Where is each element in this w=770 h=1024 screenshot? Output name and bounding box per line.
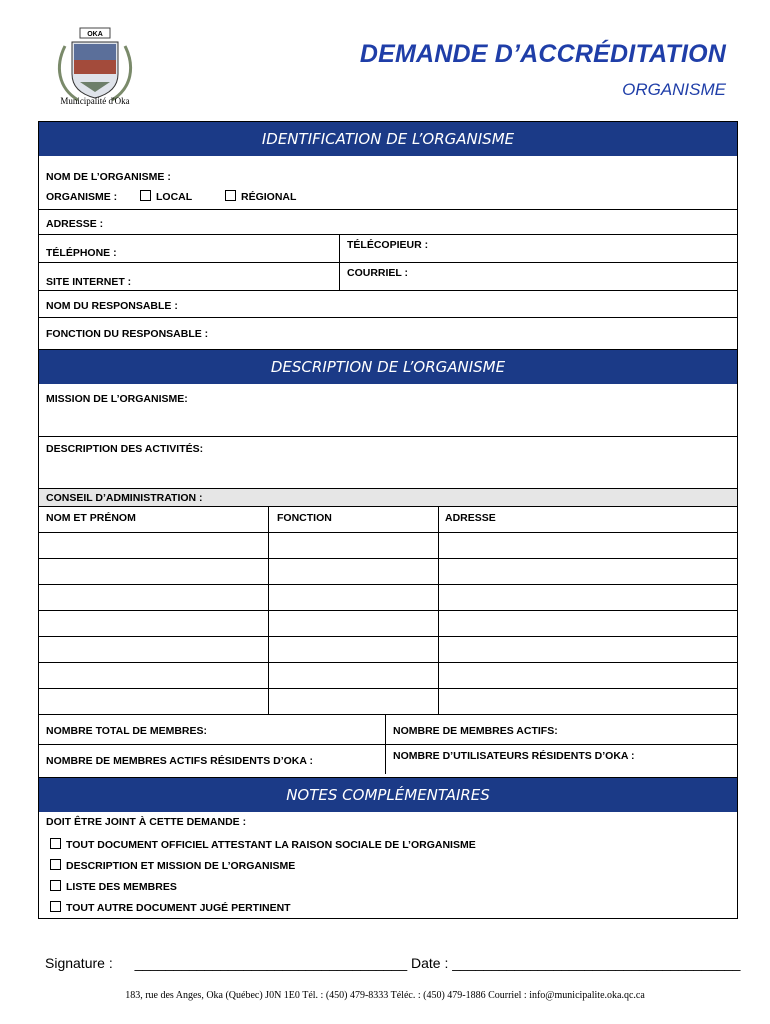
checkbox[interactable]	[50, 859, 61, 870]
site-internet-row[interactable]	[39, 262, 737, 290]
mission-row[interactable]	[39, 384, 737, 436]
conseil-label: CONSEIL D’ADMINISTRATION :	[46, 492, 203, 504]
note-item-4[interactable]: TOUT AUTRE DOCUMENT JUGÉ PERTINENT	[50, 901, 291, 914]
conseil-row	[39, 488, 737, 506]
page-subtitle: ORGANISME	[622, 80, 726, 99]
table-row[interactable]	[39, 558, 737, 584]
courriel-label: COURRIEL :	[347, 267, 409, 279]
organisme-label: ORGANISME :	[46, 191, 118, 203]
col-nom-prenom: NOM ET PRÉNOM	[46, 512, 136, 524]
board-header-row	[39, 506, 737, 532]
table-row[interactable]	[39, 688, 737, 714]
residents-row[interactable]	[39, 744, 737, 774]
table-row[interactable]	[39, 662, 737, 688]
fonction-responsable-row[interactable]	[39, 317, 737, 343]
checkbox[interactable]	[50, 880, 61, 891]
nom-organisme-row[interactable]	[39, 156, 737, 184]
table-row[interactable]	[39, 610, 737, 636]
activites-row[interactable]	[39, 436, 737, 488]
regional-option[interactable]: RÉGIONAL	[225, 190, 296, 203]
identification-heading: IDENTIFICATION DE L’ORGANISME	[39, 122, 737, 156]
svg-text:OKA: OKA	[87, 31, 103, 38]
date-label: Date :	[411, 955, 449, 971]
footer-address: 183, rue des Anges, Oka (Québec) J0N 1E0 Tél. : (450) 479-8333 Téléc. : (450) 479-1886 Courriel : info@municipalite.oka.qc.ca	[125, 990, 645, 1001]
telephone-row[interactable]	[39, 234, 737, 262]
signature-field[interactable]: ___________________________________	[134, 955, 408, 971]
logo-caption: Municipalité d'Oka	[60, 96, 130, 106]
note-item-1[interactable]: TOUT DOCUMENT OFFICIEL ATTESTANT LA RAISON SOCIALE DE L’ORGANISME	[50, 838, 476, 851]
responsable-label: NOM DU RESPONSABLE :	[46, 300, 178, 312]
page-title: DEMANDE D’ACCRÉDITATION	[359, 40, 726, 68]
description-heading: DESCRIPTION DE L’ORGANISME	[39, 350, 737, 384]
local-checkbox[interactable]	[140, 190, 151, 201]
signature-label: Signature :	[45, 955, 113, 971]
fonction-responsable-label: FONCTION DU RESPONSABLE :	[46, 328, 209, 340]
residents-label: NOMBRE DE MEMBRES ACTIFS RÉSIDENTS D’OKA :	[46, 755, 313, 767]
utilisateurs-label: NOMBRE D’UTILISATEURS RÉSIDENTS D’OKA :	[393, 750, 635, 762]
note-item-2[interactable]: DESCRIPTION ET MISSION DE L’ORGANISME	[50, 859, 295, 872]
table-row[interactable]	[39, 636, 737, 662]
responsable-row[interactable]	[39, 290, 737, 317]
adresse-label: ADRESSE :	[46, 218, 104, 230]
identification-section	[38, 121, 738, 354]
notes-section	[38, 777, 738, 919]
date-field[interactable]: _____________________________________	[452, 955, 741, 971]
membres-actifs-label: NOMBRE DE MEMBRES ACTIFS:	[393, 725, 558, 737]
regional-checkbox[interactable]	[225, 190, 236, 201]
notes-intro: DOIT ÊTRE JOINT À CETTE DEMANDE :	[46, 816, 247, 828]
total-membres-label: NOMBRE TOTAL DE MEMBRES:	[46, 725, 208, 737]
telephone-label: TÉLÉPHONE :	[46, 247, 117, 259]
total-membres-row[interactable]	[39, 714, 737, 744]
note-item-3[interactable]: LISTE DES MEMBRES	[50, 880, 177, 893]
signature-line	[45, 955, 740, 971]
checkbox[interactable]	[50, 838, 61, 849]
checkbox[interactable]	[50, 901, 61, 912]
col-adresse: ADRESSE	[445, 512, 496, 524]
col-fonction: FONCTION	[277, 512, 332, 524]
local-option[interactable]: LOCAL	[140, 190, 192, 203]
table-row[interactable]	[39, 532, 737, 558]
adresse-row[interactable]	[39, 209, 737, 234]
description-section	[38, 349, 738, 779]
site-internet-label: SITE INTERNET :	[46, 276, 132, 288]
nom-organisme-label: NOM DE L’ORGANISME :	[46, 171, 171, 183]
notes-heading: NOTES COMPLÉMENTAIRES	[39, 778, 737, 812]
table-row[interactable]	[39, 584, 737, 610]
mission-label: MISSION DE L’ORGANISME:	[46, 393, 188, 405]
type-organisme-row	[39, 184, 737, 209]
activites-label: DESCRIPTION DES ACTIVITÉS:	[46, 443, 204, 455]
telecopieur-label: TÉLÉCOPIEUR :	[347, 239, 429, 251]
